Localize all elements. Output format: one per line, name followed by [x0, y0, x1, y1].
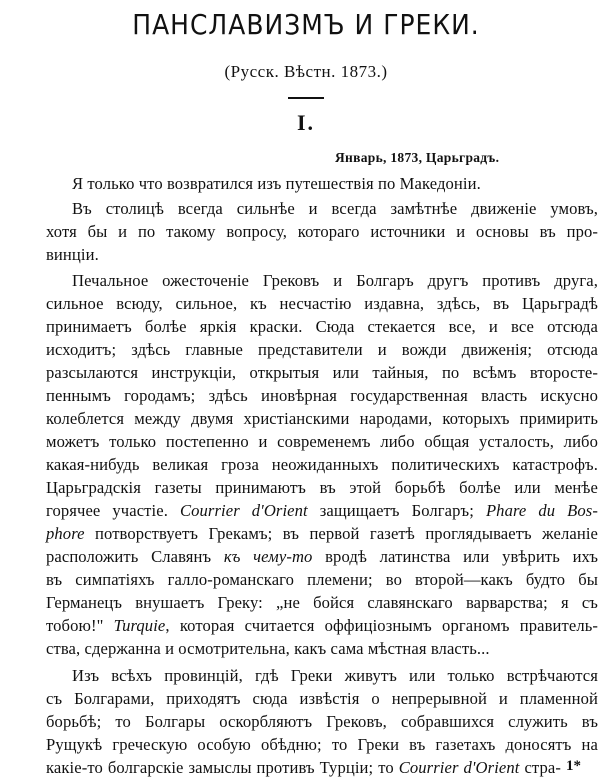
text-run: вродѣ латинства или увѣрить ихъ	[312, 547, 598, 566]
paragraph-line: Изъ всѣхъ провинцій, гдѣ Греки живутъ или только встрѣчаются	[72, 666, 598, 685]
article-source: (Русск. Вѣстн. 1873.)	[224, 62, 388, 81]
paragraph-line	[46, 615, 598, 637]
paragraph-line: Печальное ожесточеніе Грековъ и Болгаръ другъ противъ друга,	[72, 271, 598, 290]
page-number: 1*	[566, 758, 581, 774]
paragraph-line: борьбѣ; то Болгары оскорбляютъ Грековъ, собравшихся служить въ	[46, 712, 598, 731]
text-run: какіе-то болгарскіе замыслы противъ Турціи; то	[46, 758, 399, 777]
text-run: горячее участіе.	[46, 501, 180, 520]
article-title: ПАНСЛАВИЗМЪ И ГРЕКИ.	[132, 8, 480, 41]
paragraph-line: принимаетъ болѣе яркія краски. Сюда стекается все, и все отсюда	[46, 317, 598, 336]
dateline: Январь, 1873, Царьградъ.	[335, 150, 500, 165]
text-run: потворствуетъ Грекамъ; въ первой газетѣ проглядываетъ желаніе	[84, 524, 598, 543]
paragraph-line: можетъ только постепенно и современемъ либо общая усталость, либо	[46, 432, 598, 451]
paragraph-line: пеннымъ городамъ; здѣсь иновѣрная государственная власть искусно	[46, 386, 598, 405]
title-divider	[288, 97, 324, 99]
paragraph-line: Царьградскія газеты принимаютъ въ этой борьбѣ болѣе или менѣе	[46, 478, 598, 497]
paragraph-line: исходитъ; здѣсь главные представители и вожди движенія; отсюда	[46, 340, 598, 359]
paragraph-line	[46, 546, 598, 568]
paragraph-line: сильное всюду, сильное, къ несчастію издавна, здѣсь, въ Царьградѣ	[46, 294, 598, 313]
paragraph-line: колеблется между двумя христіанскими народами, которыхъ примирить	[46, 409, 598, 428]
text-run: тобою!"	[46, 616, 114, 635]
text-run: расположить Славянъ	[46, 547, 224, 566]
paragraph-line: ства, сдержанна и осмотрительна, какъ сама мѣстная власть...	[46, 639, 490, 658]
paragraph-line: винціи.	[46, 245, 99, 264]
paragraph-line: разсылаются инструкціи, открытыя или тайныя, по всѣмъ второсте-	[46, 363, 598, 382]
emphasis-text: къ чему-то	[223, 547, 313, 566]
paragraph-line	[46, 757, 561, 779]
text-run: стра-	[519, 758, 561, 777]
newspaper-title: Courrier d'Orient	[398, 758, 520, 777]
newspaper-title: phore	[46, 524, 85, 543]
paragraph-line: какая-нибудь великая гроза неожиданныхъ политическихъ катастрофъ.	[46, 455, 598, 474]
paragraph-line	[46, 500, 598, 522]
newspaper-title: Courrier d'Orient	[179, 501, 308, 520]
paragraph-line: въ симпатіяхъ галло-романскаго племени; во второй—какъ будто бы	[46, 570, 598, 589]
newspaper-title: Turquie	[113, 616, 166, 635]
text-run: , которая считается оффиціознымъ органомъ правитель-	[165, 616, 598, 635]
text-run: защищаетъ Болгаръ;	[307, 501, 486, 520]
paragraph-line: Я только что возвратился изъ путешествія по Македоніи.	[72, 174, 481, 193]
paragraph-line: Въ столицѣ всегда сильнѣе и всегда замѣтнѣе движеніе умовъ,	[72, 199, 598, 218]
section-number: I.	[296, 110, 316, 135]
paragraph-line: Германецъ внушаетъ Греку: „не бойся славянскаго варварства; я съ	[46, 593, 598, 612]
newspaper-title: Phare du Bos-	[485, 501, 598, 520]
paragraph-line	[46, 523, 598, 545]
paragraph-line: съ Болгарами, приходятъ сюда извѣстія о непрерывной и пламенной	[46, 689, 598, 708]
paragraph-line: Рущукѣ греческую особую обѣдню; то Греки въ газетахъ доносятъ на	[46, 735, 598, 754]
paragraph-line: хотя бы и по такому вопросу, котораго источники и основы въ про-	[46, 222, 598, 241]
